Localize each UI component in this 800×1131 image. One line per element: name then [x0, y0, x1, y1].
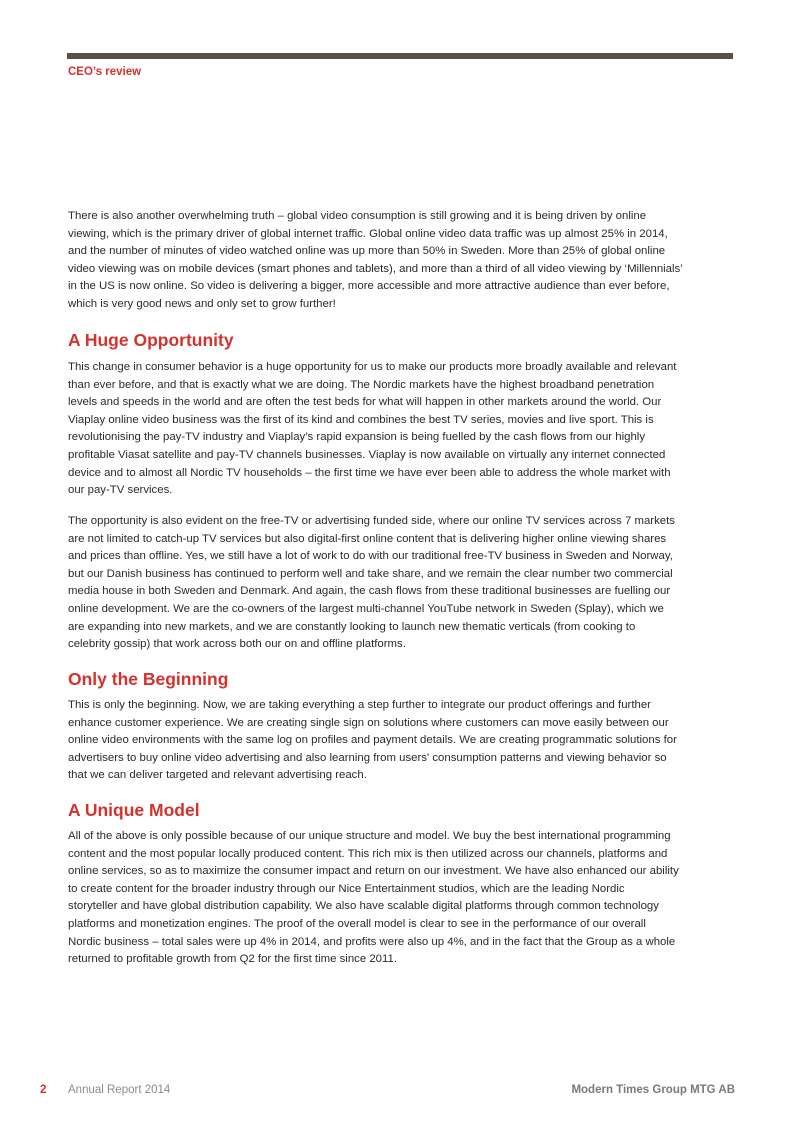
heading-only-beginning: Only the Beginning: [68, 669, 229, 689]
text-line: platforms and monetization engines. The proof of the overall model is clear to see in the performance of our overall: [68, 917, 646, 930]
text-line: in the US is now online. So video is delivering a bigger, more accessible and more attractive audience than ever before,: [68, 280, 670, 293]
text-line: Nordic business – total sales were up 4% in 2014, and profits were also up 4%, and in the fact that the Group as a whole: [68, 935, 676, 948]
text-line: All of the above is only possible because of our unique structure and model. We buy the best international programming: [68, 830, 671, 842]
footer-report: Annual Report 2014: [68, 1084, 171, 1096]
text-line: and prices than offline. Yes, we still have a lot of work to do with our traditional free-TV business in Sweden and Norway,: [68, 550, 673, 563]
heading-unique-model: A Unique Model: [68, 800, 200, 820]
text-line: media house in both Sweden and Denmark. And again, the cash flows from these traditional businesses are fuelling our: [68, 585, 671, 598]
page-number: 2: [40, 1084, 47, 1096]
text-line: There is also another overwhelming truth – global video consumption is still growing and it is being driven by online: [68, 210, 647, 222]
paragraph-3: [68, 513, 738, 654]
text-line: to create content for the broader industry through our Nice Entertainment studios, which are the leading Nordic: [68, 882, 625, 895]
text-line: viewing, which is the primary driver of global internet traffic. Global online video data traffic was up almost 25% in 2014,: [68, 227, 668, 240]
text-line: our pay-TV services.: [68, 484, 173, 497]
heading-huge-opportunity: A Huge Opportunity: [68, 330, 234, 350]
text-line: are not limited to catch-up TV services but also digital-first online content that is delivering higher online viewing shares: [68, 532, 667, 545]
text-line: Viaplay online video business was the first of its kind and combines the best TV series, movies and live sport. This is: [68, 413, 654, 426]
text-line: content and the most popular locally produced content. This rich mix is then utilized across our channels, platforms and: [68, 847, 668, 860]
text-line: that we can deliver targeted and relevant advertising reach.: [68, 769, 367, 782]
text-line: celebrity gossip) that work across both our on and offline platforms.: [68, 638, 406, 651]
text-line: are expanding into new markets, and we are constantly looking to launch new thematic verticals (from cooking to: [68, 620, 636, 633]
text-line: The opportunity is also evident on the free-TV or advertising funded side, where our online TV services across 7 markets: [68, 515, 675, 527]
text-line: online video environments with the same log on profiles and payment details. We are creating programmatic solutions for: [68, 734, 677, 747]
text-line: online development. We are the co-owners of the largest multi-channel YouTube network in Sweden (Splay), which we: [68, 602, 664, 615]
text-line: and the number of minutes of video watched online was up more than 50% in Sweden. More than 25% of global online: [68, 245, 666, 258]
footer-company: Modern Times Group MTG AB: [571, 1084, 735, 1096]
text-line: than ever before, and that is exactly what we are doing. The Nordic markets have the highest broadband penetration: [68, 378, 655, 391]
text-line: revolutionising the pay-TV industry and Viaplay’s rapid expansion is being fuelled by the cash flows from our highly: [68, 431, 646, 444]
text-line: enhance customer experience. We are creating single sign on solutions where customers can move easily between our: [68, 716, 669, 729]
paragraph-4: [68, 697, 738, 785]
text-line: storyteller and have global distribution capability. We also have scalable digital platforms through common technology: [68, 900, 659, 913]
text-line: This change in consumer behavior is a huge opportunity for us to make our products more broadly available and relevant: [68, 361, 677, 373]
text-line: advertisers to buy online video advertising and also learning from users' consumption patterns and viewing behavior so: [68, 751, 667, 764]
text-line: returned to profitable growth from Q2 for the first time since 2011.: [68, 953, 398, 966]
paragraph-1: [68, 208, 738, 314]
text-line: video viewing was on mobile devices (smart phones and tablets), and more than a third of all video viewing by ‘Millennials’: [68, 262, 683, 275]
text-line: profitable Viasat satellite and pay-TV channels businesses. Viaplay is now available on virtually any internet connected: [68, 448, 666, 461]
text-line: This is only the beginning. Now, we are taking everything a step further to integrate our product offerings and further: [68, 699, 651, 711]
text-line: but our Danish business has continued to perform well and take share, and we remain the clear number two commercial: [68, 567, 673, 580]
text-line: online services, so as to maximize the consumer impact and return on our investment. We have also enhanced our ability: [68, 865, 679, 878]
paragraph-5: [68, 828, 738, 969]
paragraph-2: [68, 359, 738, 500]
text-line: levels and speeds in the world and are often the test beds for what will happen in other markets around the world. Our: [68, 396, 662, 409]
header-rule: [67, 53, 733, 59]
text-line: device and to almost all Nordic TV households – the first time we have ever been able to address the whole market with: [68, 466, 671, 479]
text-line: which is very good news and only set to grow further!: [68, 297, 336, 310]
section-label: CEO’s review: [68, 66, 142, 78]
